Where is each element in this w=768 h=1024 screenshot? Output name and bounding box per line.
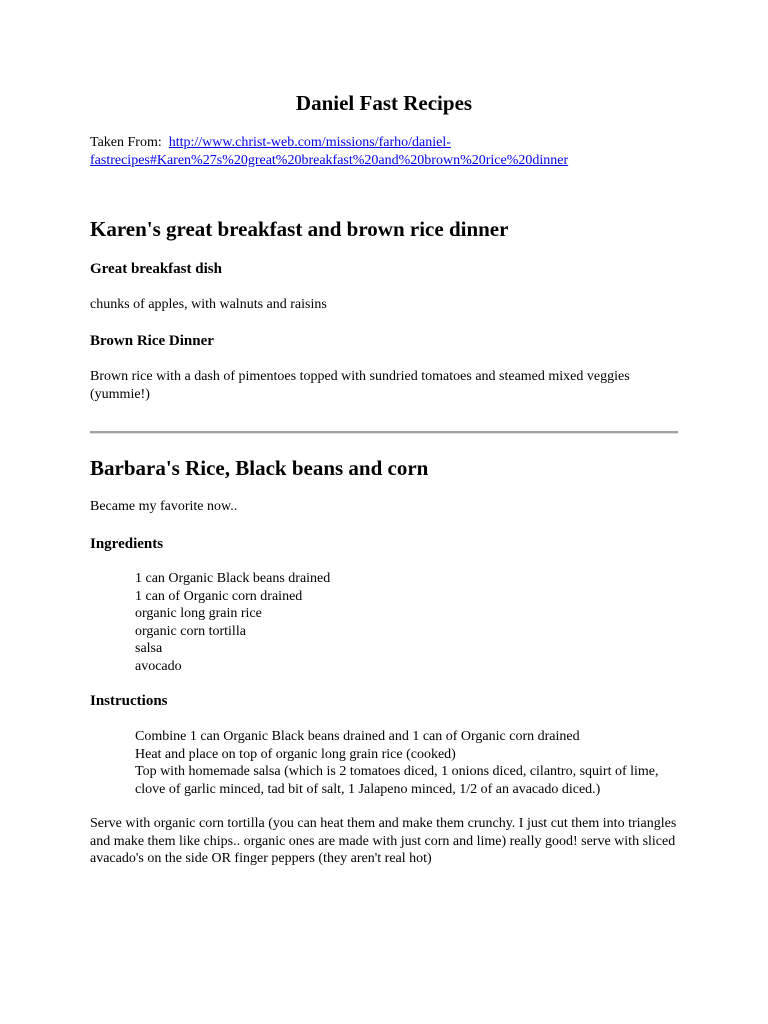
serving-note: Serve with organic corn tortilla (you can heat them and make them crunchy. I just cut them into triangles and make them like chips.. organic ones are made with just corn and lime) really good! serve with sliced avacado's on the side OR finger peppers (they aren't real hot) <box>90 816 677 866</box>
ingredient-item: organic corn tortilla <box>135 623 246 639</box>
ingredient-item: salsa <box>135 641 163 656</box>
ingredient-item: avocado <box>135 658 182 674</box>
ingredients-list <box>135 570 695 675</box>
source-link-line-1: http://www.christ-web.com/missions/farho/daniel- <box>168 135 451 150</box>
ingredients-heading: Ingredients <box>90 536 164 552</box>
barbara-heading: Barbara's Rice, Black beans and corn <box>90 456 429 480</box>
source-label: Taken From: <box>90 135 162 150</box>
ingredient-item: organic long grain rice <box>135 606 262 621</box>
karen-heading: Karen's great breakfast and brown rice dinner <box>90 217 509 241</box>
dinner-heading: Brown Rice Dinner <box>90 333 214 349</box>
instructions-heading: Instructions <box>90 693 168 709</box>
ingredient-item: 1 can Organic Black beans drained <box>135 571 331 586</box>
instruction-step: Heat and place on top of organic long grain rice (cooked) <box>135 746 456 762</box>
breakfast-text: chunks of apples, with walnuts and raisins <box>90 297 327 312</box>
source-link[interactable] <box>90 135 568 168</box>
barbara-intro: Became my favorite now.. <box>90 499 238 514</box>
breakfast-heading: Great breakfast dish <box>90 261 222 277</box>
dinner-text: Brown rice with a dash of pimentoes topped with sundried tomatoes and steamed mixed veggies (yummie!) <box>90 369 630 402</box>
ingredient-item: 1 can of Organic corn drained <box>135 588 303 604</box>
section-divider <box>90 431 678 434</box>
instruction-step: Combine 1 can Organic Black beans drained and 1 can of Organic corn drained <box>135 729 580 744</box>
source-line <box>90 134 690 169</box>
instructions-list <box>135 728 680 798</box>
document-title: Daniel Fast Recipes <box>295 91 473 115</box>
instruction-step: Top with homemade salsa (which is 2 tomatoes diced, 1 onions diced, cilantro, squirt of lime, clove of garlic minced, tad bit of salt, 1 Jalapeno minced, 1/2 of an avacado diced.) <box>135 764 659 797</box>
source-link-line-2: fastrecipes#Karen%27s%20great%20breakfast%20and%20brown%20rice%20dinner <box>90 152 569 168</box>
